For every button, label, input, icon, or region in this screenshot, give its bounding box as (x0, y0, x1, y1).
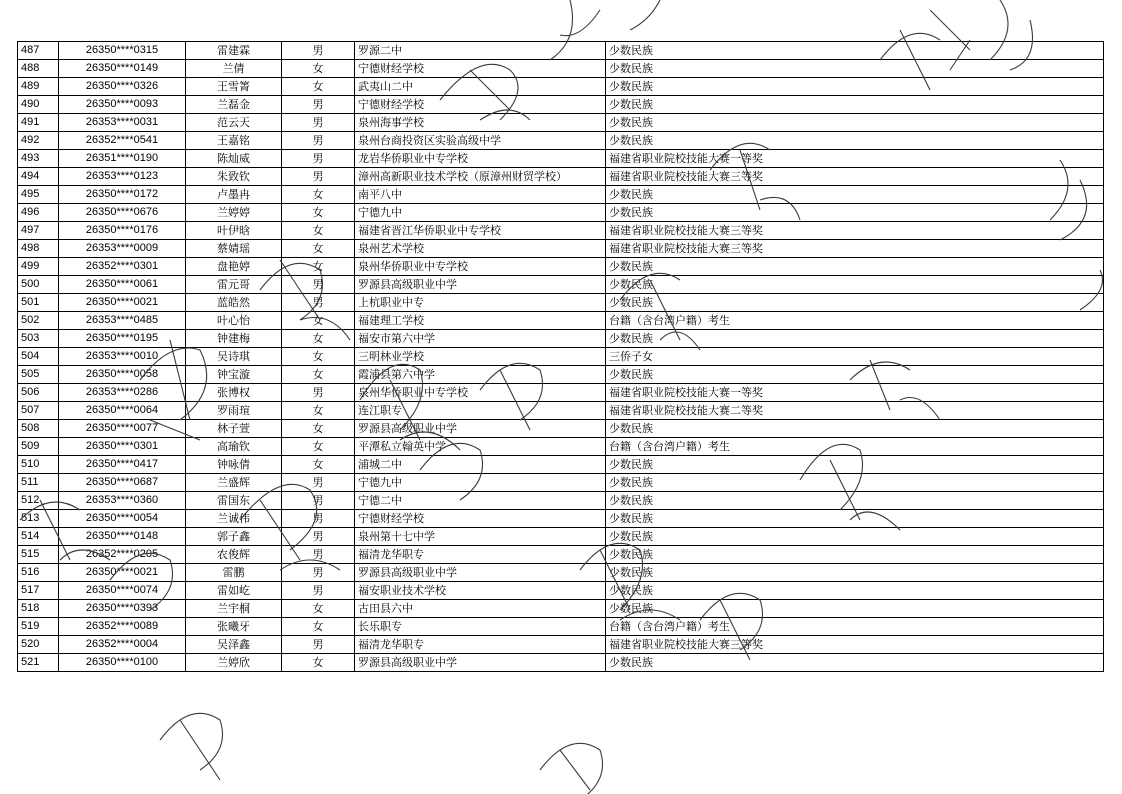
student-name: 兰倩 (186, 60, 282, 78)
admission-reason: 少数民族 (606, 204, 1104, 222)
table-row (18, 312, 1104, 330)
school-name: 泉州华侨职业中专学校 (355, 384, 606, 402)
table-row (18, 42, 1104, 60)
row-number: 521 (18, 654, 59, 672)
student-name: 兰婷婷 (186, 204, 282, 222)
admission-reason: 少数民族 (606, 654, 1104, 672)
admission-reason: 三侨子女 (606, 348, 1104, 366)
student-name: 张曦牙 (186, 618, 282, 636)
exam-id: 26353****0009 (59, 240, 186, 258)
admission-reason: 少数民族 (606, 510, 1104, 528)
school-name: 浦城二中 (355, 456, 606, 474)
school-name: 罗源县高级职业中学 (355, 564, 606, 582)
student-name: 郭子鑫 (186, 528, 282, 546)
exam-id: 26350****0149 (59, 60, 186, 78)
gender: 男 (282, 42, 355, 60)
admission-reason: 少数民族 (606, 186, 1104, 204)
school-name: 武夷山二中 (355, 78, 606, 96)
table-row (18, 114, 1104, 132)
gender: 女 (282, 438, 355, 456)
row-number: 520 (18, 636, 59, 654)
school-name: 福建理工学校 (355, 312, 606, 330)
admission-reason: 少数民族 (606, 456, 1104, 474)
exam-id: 26350****0148 (59, 528, 186, 546)
table-row (18, 222, 1104, 240)
gender: 男 (282, 114, 355, 132)
gender: 女 (282, 420, 355, 438)
candidate-table (17, 41, 1104, 672)
exam-id: 26350****0021 (59, 294, 186, 312)
gender: 女 (282, 402, 355, 420)
school-name: 罗源县高级职业中学 (355, 276, 606, 294)
exam-id: 26350****0058 (59, 366, 186, 384)
table-row (18, 294, 1104, 312)
school-name: 宁德财经学校 (355, 510, 606, 528)
table-row (18, 564, 1104, 582)
table-row (18, 204, 1104, 222)
gender: 男 (282, 492, 355, 510)
gender: 女 (282, 456, 355, 474)
row-number: 505 (18, 366, 59, 384)
table-row (18, 168, 1104, 186)
table-row (18, 636, 1104, 654)
gender: 男 (282, 132, 355, 150)
admission-reason: 少数民族 (606, 582, 1104, 600)
school-name: 泉州华侨职业中专学校 (355, 258, 606, 276)
school-name: 宁德九中 (355, 474, 606, 492)
table-row (18, 528, 1104, 546)
table-row (18, 348, 1104, 366)
student-name: 兰磊金 (186, 96, 282, 114)
row-number: 517 (18, 582, 59, 600)
row-number: 493 (18, 150, 59, 168)
student-name: 盘艳婷 (186, 258, 282, 276)
admission-reason: 少数民族 (606, 132, 1104, 150)
table-row (18, 78, 1104, 96)
student-name: 叶心怡 (186, 312, 282, 330)
gender: 男 (282, 528, 355, 546)
admission-reason: 少数民族 (606, 258, 1104, 276)
row-number: 487 (18, 42, 59, 60)
school-name: 漳州高新职业技术学校（原漳州财贸学校） (355, 168, 606, 186)
exam-id: 26352****0301 (59, 258, 186, 276)
school-name: 福清龙华职专 (355, 546, 606, 564)
gender: 男 (282, 582, 355, 600)
school-name: 福清龙华职专 (355, 636, 606, 654)
admission-reason: 少数民族 (606, 42, 1104, 60)
school-name: 南平八中 (355, 186, 606, 204)
student-name: 罗雨瑄 (186, 402, 282, 420)
gender: 女 (282, 618, 355, 636)
admission-reason: 少数民族 (606, 276, 1104, 294)
admission-reason: 福建省职业院校技能大赛一等奖 (606, 150, 1104, 168)
row-number: 501 (18, 294, 59, 312)
student-name: 兰盛辉 (186, 474, 282, 492)
student-name: 雷国东 (186, 492, 282, 510)
student-name: 蔡婧瑶 (186, 240, 282, 258)
student-name: 兰婷欣 (186, 654, 282, 672)
student-name: 钟咏倩 (186, 456, 282, 474)
school-name: 宁德财经学校 (355, 60, 606, 78)
table-row (18, 654, 1104, 672)
school-name: 福安职业技术学校 (355, 582, 606, 600)
admission-reason: 少数民族 (606, 78, 1104, 96)
row-number: 511 (18, 474, 59, 492)
gender: 女 (282, 348, 355, 366)
admission-reason: 少数民族 (606, 564, 1104, 582)
row-number: 499 (18, 258, 59, 276)
student-name: 雷建霖 (186, 42, 282, 60)
school-name: 罗源县高级职业中学 (355, 654, 606, 672)
exam-id: 26350****0077 (59, 420, 186, 438)
school-name: 上杭职业中专 (355, 294, 606, 312)
school-name: 平潭私立翰英中学 (355, 438, 606, 456)
row-number: 488 (18, 60, 59, 78)
exam-id: 26350****0074 (59, 582, 186, 600)
table-row (18, 438, 1104, 456)
gender: 女 (282, 222, 355, 240)
exam-id: 26350****0100 (59, 654, 186, 672)
row-number: 503 (18, 330, 59, 348)
admission-reason: 福建省职业院校技能大赛一等奖 (606, 384, 1104, 402)
gender: 男 (282, 510, 355, 528)
school-name: 三明林业学校 (355, 348, 606, 366)
student-name: 雷鹏 (186, 564, 282, 582)
student-name: 张博权 (186, 384, 282, 402)
student-name: 陈灿威 (186, 150, 282, 168)
row-number: 510 (18, 456, 59, 474)
admission-reason: 福建省职业院校技能大赛三等奖 (606, 168, 1104, 186)
candidate-table-body (18, 42, 1104, 672)
student-name: 兰宇桐 (186, 600, 282, 618)
gender: 男 (282, 474, 355, 492)
student-name: 朱致钦 (186, 168, 282, 186)
gender: 女 (282, 78, 355, 96)
gender: 女 (282, 186, 355, 204)
admission-reason: 少数民族 (606, 420, 1104, 438)
student-name: 雷如屹 (186, 582, 282, 600)
table-row (18, 186, 1104, 204)
school-name: 霞浦县第六中学 (355, 366, 606, 384)
row-number: 508 (18, 420, 59, 438)
table-row (18, 60, 1104, 78)
row-number: 495 (18, 186, 59, 204)
school-name: 连江职专 (355, 402, 606, 420)
gender: 男 (282, 384, 355, 402)
gender: 女 (282, 366, 355, 384)
school-name: 长乐职专 (355, 618, 606, 636)
student-name: 兰诚伟 (186, 510, 282, 528)
row-number: 496 (18, 204, 59, 222)
table-row (18, 492, 1104, 510)
admission-reason: 少数民族 (606, 600, 1104, 618)
student-name: 雷元哥 (186, 276, 282, 294)
gender: 女 (282, 60, 355, 78)
exam-id: 26352****0205 (59, 546, 186, 564)
admission-reason: 少数民族 (606, 366, 1104, 384)
admission-reason: 福建省职业院校技能大赛三等奖 (606, 222, 1104, 240)
table-row (18, 582, 1104, 600)
admission-reason: 少数民族 (606, 474, 1104, 492)
table-row (18, 150, 1104, 168)
gender: 男 (282, 168, 355, 186)
school-name: 福安市第六中学 (355, 330, 606, 348)
school-name: 福建省晋江华侨职业中专学校 (355, 222, 606, 240)
student-name: 钟宝漩 (186, 366, 282, 384)
row-number: 492 (18, 132, 59, 150)
table-row (18, 132, 1104, 150)
gender: 女 (282, 600, 355, 618)
school-name: 龙岩华侨职业中专学校 (355, 150, 606, 168)
row-number: 509 (18, 438, 59, 456)
student-name: 林子萱 (186, 420, 282, 438)
exam-id: 26350****0687 (59, 474, 186, 492)
student-name: 吴诗琪 (186, 348, 282, 366)
exam-id: 26350****0315 (59, 42, 186, 60)
exam-id: 26350****0064 (59, 402, 186, 420)
row-number: 513 (18, 510, 59, 528)
admission-reason: 少数民族 (606, 528, 1104, 546)
gender: 男 (282, 294, 355, 312)
row-number: 489 (18, 78, 59, 96)
student-name: 叶伊晗 (186, 222, 282, 240)
row-number: 497 (18, 222, 59, 240)
exam-id: 26350****0676 (59, 204, 186, 222)
row-number: 516 (18, 564, 59, 582)
exam-id: 26350****0061 (59, 276, 186, 294)
table-row (18, 402, 1104, 420)
student-name: 吴泽鑫 (186, 636, 282, 654)
gender: 男 (282, 276, 355, 294)
admission-reason: 少数民族 (606, 330, 1104, 348)
row-number: 498 (18, 240, 59, 258)
gender: 男 (282, 546, 355, 564)
table-row (18, 618, 1104, 636)
row-number: 515 (18, 546, 59, 564)
table-row (18, 384, 1104, 402)
exam-id: 26350****0195 (59, 330, 186, 348)
gender: 女 (282, 312, 355, 330)
admission-reason: 少数民族 (606, 492, 1104, 510)
row-number: 512 (18, 492, 59, 510)
admission-reason: 福建省职业院校技能大赛三等奖 (606, 636, 1104, 654)
school-name: 罗源二中 (355, 42, 606, 60)
row-number: 507 (18, 402, 59, 420)
admission-reason: 福建省职业院校技能大赛三等奖 (606, 240, 1104, 258)
gender: 男 (282, 96, 355, 114)
admission-reason: 少数民族 (606, 546, 1104, 564)
gender: 女 (282, 204, 355, 222)
table-row (18, 456, 1104, 474)
school-name: 泉州海事学校 (355, 114, 606, 132)
student-name: 钟建梅 (186, 330, 282, 348)
table-row (18, 510, 1104, 528)
table-row (18, 330, 1104, 348)
gender: 男 (282, 636, 355, 654)
table-row (18, 366, 1104, 384)
row-number: 514 (18, 528, 59, 546)
exam-id: 26353****0010 (59, 348, 186, 366)
row-number: 504 (18, 348, 59, 366)
school-name: 古田县六中 (355, 600, 606, 618)
exam-id: 26350****0093 (59, 96, 186, 114)
gender: 女 (282, 330, 355, 348)
admission-reason: 福建省职业院校技能大赛二等奖 (606, 402, 1104, 420)
exam-id: 26353****0286 (59, 384, 186, 402)
exam-id: 26350****0021 (59, 564, 186, 582)
gender: 女 (282, 258, 355, 276)
exam-id: 26353****0485 (59, 312, 186, 330)
gender: 男 (282, 150, 355, 168)
exam-id: 26353****0031 (59, 114, 186, 132)
student-name: 王雪箐 (186, 78, 282, 96)
row-number: 506 (18, 384, 59, 402)
school-name: 泉州艺术学校 (355, 240, 606, 258)
table-row (18, 420, 1104, 438)
exam-id: 26350****0417 (59, 456, 186, 474)
student-name: 蓝皓然 (186, 294, 282, 312)
student-name: 卢墨冉 (186, 186, 282, 204)
school-name: 宁德九中 (355, 204, 606, 222)
exam-id: 26350****0393 (59, 600, 186, 618)
gender: 女 (282, 240, 355, 258)
exam-id: 26350****0301 (59, 438, 186, 456)
table-row (18, 276, 1104, 294)
row-number: 491 (18, 114, 59, 132)
school-name: 泉州第十七中学 (355, 528, 606, 546)
exam-id: 26352****0089 (59, 618, 186, 636)
admission-reason: 台籍（含台湾户籍）考生 (606, 618, 1104, 636)
exam-id: 26350****0054 (59, 510, 186, 528)
gender: 男 (282, 564, 355, 582)
table-row (18, 474, 1104, 492)
admission-reason: 少数民族 (606, 96, 1104, 114)
admission-reason: 台籍（含台湾户籍）考生 (606, 438, 1104, 456)
row-number: 490 (18, 96, 59, 114)
table-row (18, 546, 1104, 564)
school-name: 泉州台商投资区实验高级中学 (355, 132, 606, 150)
school-name: 宁德二中 (355, 492, 606, 510)
exam-id: 26350****0326 (59, 78, 186, 96)
student-name: 范云天 (186, 114, 282, 132)
table-row (18, 600, 1104, 618)
exam-id: 26350****0172 (59, 186, 186, 204)
table-row (18, 96, 1104, 114)
exam-id: 26352****0004 (59, 636, 186, 654)
row-number: 502 (18, 312, 59, 330)
exam-id: 26351****0190 (59, 150, 186, 168)
table-row (18, 258, 1104, 276)
admission-reason: 少数民族 (606, 114, 1104, 132)
row-number: 494 (18, 168, 59, 186)
student-name: 高瑜钦 (186, 438, 282, 456)
exam-id: 26353****0360 (59, 492, 186, 510)
school-name: 罗源县高级职业中学 (355, 420, 606, 438)
exam-id: 26350****0176 (59, 222, 186, 240)
row-number: 500 (18, 276, 59, 294)
exam-id: 26353****0123 (59, 168, 186, 186)
table-row (18, 240, 1104, 258)
student-name: 农俊辉 (186, 546, 282, 564)
gender: 女 (282, 654, 355, 672)
row-number: 519 (18, 618, 59, 636)
exam-id: 26352****0541 (59, 132, 186, 150)
school-name: 宁德财经学校 (355, 96, 606, 114)
admission-reason: 少数民族 (606, 294, 1104, 312)
admission-reason: 少数民族 (606, 60, 1104, 78)
row-number: 518 (18, 600, 59, 618)
admission-reason: 台籍（含台湾户籍）考生 (606, 312, 1104, 330)
student-name: 王嘉铭 (186, 132, 282, 150)
